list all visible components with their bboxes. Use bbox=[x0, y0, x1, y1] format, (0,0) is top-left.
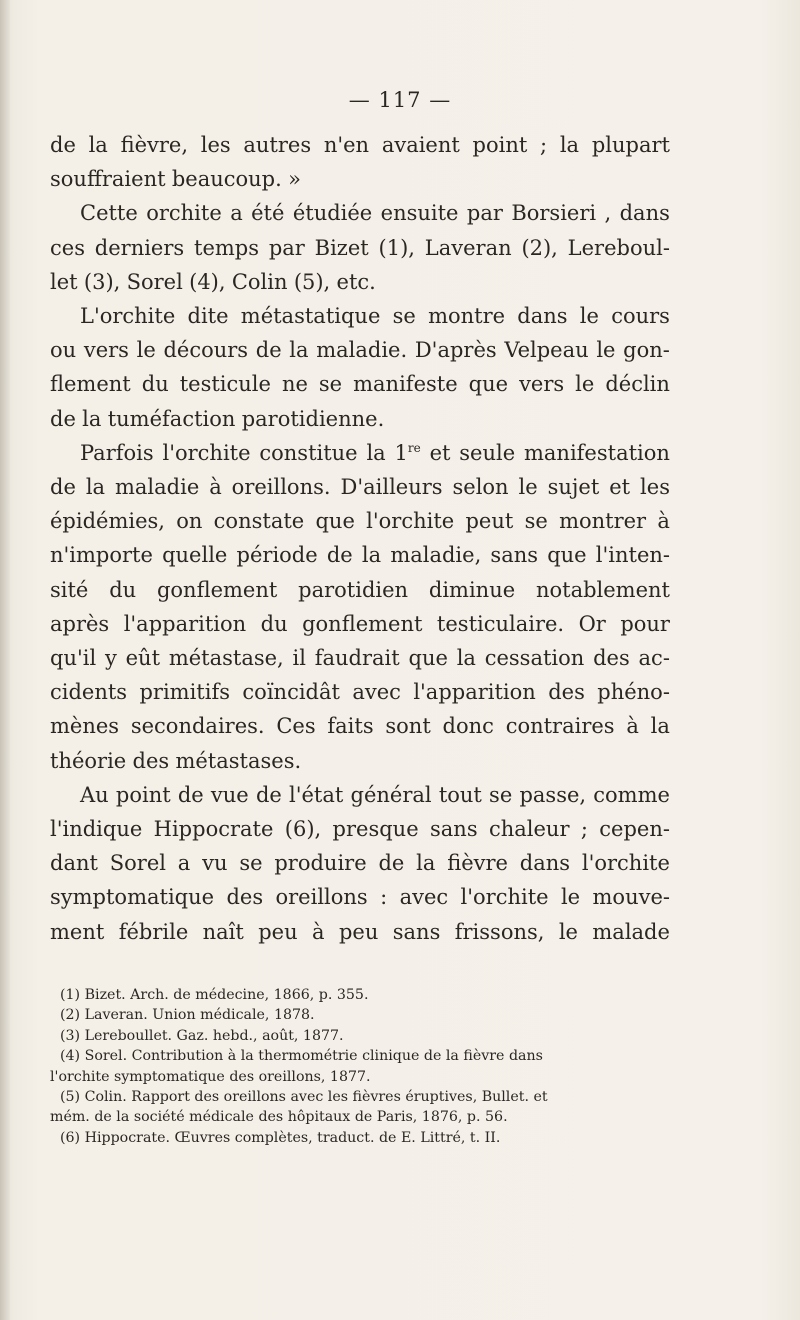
word: de bbox=[255, 782, 282, 807]
word: se bbox=[392, 304, 416, 329]
word: dans bbox=[517, 304, 568, 329]
word: dant bbox=[50, 851, 98, 876]
word: vue bbox=[210, 782, 249, 807]
word: le bbox=[560, 885, 581, 910]
word: Ces bbox=[276, 714, 316, 739]
text-line bbox=[50, 915, 670, 949]
word: donc bbox=[442, 714, 494, 739]
word: la bbox=[416, 851, 436, 876]
text-line bbox=[50, 812, 670, 846]
word: dans bbox=[519, 851, 571, 876]
word: derniers bbox=[94, 235, 185, 260]
footnotes bbox=[50, 985, 672, 1148]
word: tout bbox=[438, 782, 482, 807]
word: malade bbox=[592, 919, 670, 944]
word: général bbox=[350, 782, 432, 807]
word: oreillons bbox=[275, 885, 368, 910]
word: le bbox=[136, 338, 156, 363]
word: (3), bbox=[83, 269, 121, 294]
word: etc. bbox=[336, 269, 376, 294]
word: l'inten- bbox=[595, 543, 670, 568]
word: par bbox=[268, 235, 305, 260]
word: y bbox=[104, 646, 117, 671]
word: après bbox=[50, 611, 110, 636]
word: sans bbox=[392, 919, 441, 944]
word: Lereboul- bbox=[567, 235, 670, 260]
word: beaucoup. bbox=[171, 167, 282, 192]
word: ment bbox=[50, 919, 105, 944]
word: des bbox=[226, 885, 264, 910]
page-number: — 117 — bbox=[348, 88, 452, 112]
word: frissons, bbox=[454, 919, 545, 944]
word: de bbox=[378, 851, 405, 876]
footnote-line: (3) Lereboullet. Gaz. hebd., août, 1877. bbox=[60, 1027, 344, 1044]
word: ; bbox=[540, 133, 548, 157]
word: secondaires. bbox=[130, 714, 265, 739]
word: la bbox=[361, 543, 382, 568]
word: (1), bbox=[378, 235, 415, 260]
word: n'en bbox=[323, 133, 370, 157]
word: let bbox=[50, 269, 78, 294]
word: les bbox=[640, 475, 670, 500]
word: le bbox=[518, 475, 538, 500]
word: (5), bbox=[293, 269, 331, 294]
word: testiculaire. bbox=[436, 611, 565, 636]
word: faudrait bbox=[314, 646, 400, 671]
word: D'ailleurs bbox=[340, 475, 443, 500]
word: été bbox=[251, 201, 285, 226]
word: les bbox=[200, 133, 231, 157]
word: et bbox=[429, 440, 451, 465]
word: de bbox=[50, 475, 76, 500]
word: de bbox=[50, 133, 76, 157]
text-line bbox=[50, 607, 670, 641]
word: a bbox=[177, 851, 191, 876]
word: se bbox=[318, 372, 343, 397]
word: constitue bbox=[259, 440, 358, 465]
word: gonflement bbox=[302, 611, 423, 636]
word: temps bbox=[194, 235, 259, 260]
word: l'indique bbox=[50, 817, 143, 842]
text-line bbox=[50, 162, 670, 196]
word: Sorel bbox=[109, 851, 166, 876]
text-line bbox=[50, 299, 670, 333]
word: dans bbox=[619, 201, 670, 226]
word: mouve- bbox=[592, 885, 670, 910]
word: de bbox=[255, 338, 282, 363]
text-line bbox=[50, 128, 670, 162]
word: du bbox=[109, 577, 137, 602]
text-line bbox=[50, 573, 670, 607]
word: épidémies, bbox=[50, 509, 165, 534]
footnote-line: mém. de la société médicale des hôpitaux de Paris, 1876, p. 56. bbox=[50, 1109, 508, 1126]
word: sité bbox=[50, 577, 89, 602]
word: parotidienne. bbox=[241, 406, 385, 431]
word: (4), bbox=[189, 269, 226, 294]
word: comme bbox=[593, 782, 670, 807]
word: tuméfaction bbox=[107, 406, 236, 431]
word: par bbox=[466, 201, 503, 226]
text-line bbox=[50, 402, 670, 436]
word: que bbox=[315, 509, 355, 534]
word: Cette bbox=[80, 201, 138, 226]
word: que bbox=[408, 646, 448, 671]
footnote-line: l'orchite symptomatique des oreillons, 1877. bbox=[50, 1068, 371, 1085]
word: que bbox=[468, 372, 509, 397]
word: Colin bbox=[231, 269, 288, 294]
text-line bbox=[50, 231, 670, 265]
text-line bbox=[50, 778, 670, 812]
word: à bbox=[657, 509, 670, 534]
word: montrer bbox=[559, 509, 647, 534]
word: symptomatique bbox=[50, 885, 215, 910]
word: la bbox=[366, 440, 386, 465]
word: quelle bbox=[162, 543, 228, 568]
word: ; bbox=[580, 817, 588, 842]
word: gonflement bbox=[156, 577, 278, 602]
word: contraires bbox=[505, 714, 615, 739]
word: chaleur bbox=[488, 817, 570, 842]
word: déclin bbox=[605, 372, 670, 397]
word: naît bbox=[202, 919, 244, 944]
word: période bbox=[236, 543, 318, 568]
word: cidents bbox=[50, 680, 128, 705]
word: ac- bbox=[638, 646, 670, 671]
word: produire bbox=[274, 851, 367, 876]
word: l'apparition bbox=[413, 680, 536, 705]
word: gon- bbox=[623, 338, 670, 363]
word: l'orchite bbox=[366, 509, 455, 534]
word: Laveran bbox=[424, 235, 512, 260]
text-line bbox=[50, 333, 670, 367]
word: vers bbox=[83, 338, 129, 363]
word: ou bbox=[50, 338, 77, 363]
text-line bbox=[50, 265, 670, 299]
word: sont bbox=[385, 714, 431, 739]
word: des bbox=[548, 680, 585, 705]
word: avec bbox=[352, 680, 401, 705]
word: maladie bbox=[115, 475, 200, 500]
word: flement bbox=[50, 372, 131, 397]
word: seule bbox=[459, 440, 516, 465]
word: a bbox=[230, 201, 243, 226]
text-line bbox=[50, 641, 670, 675]
text-line bbox=[50, 744, 670, 778]
word: pour bbox=[620, 611, 670, 636]
text-line bbox=[50, 709, 670, 743]
word: manifeste bbox=[353, 372, 458, 397]
word: notablement bbox=[535, 577, 670, 602]
word: le bbox=[558, 919, 578, 944]
word: de bbox=[50, 406, 76, 431]
word: sans bbox=[430, 817, 478, 842]
word: la bbox=[82, 406, 102, 431]
word: point bbox=[472, 133, 528, 157]
word: peut bbox=[465, 509, 514, 534]
word: à bbox=[626, 714, 639, 739]
word: maladie. bbox=[316, 338, 408, 363]
word: le bbox=[596, 338, 616, 363]
word: le bbox=[575, 372, 595, 397]
word: de bbox=[177, 782, 204, 807]
word: ne bbox=[281, 372, 308, 397]
word: selon bbox=[452, 475, 509, 500]
word: autres bbox=[243, 133, 312, 157]
word: du bbox=[260, 611, 288, 636]
word: » bbox=[288, 167, 301, 192]
word: Velpeau bbox=[504, 338, 589, 363]
word: la bbox=[559, 133, 580, 157]
footnote-line: (5) Colin. Rapport des oreillons avec les fièvres éruptives, Bullet. et bbox=[60, 1089, 548, 1106]
word: Or bbox=[578, 611, 606, 636]
word: se bbox=[489, 782, 513, 807]
text-line bbox=[50, 846, 670, 880]
word: à bbox=[209, 475, 222, 500]
text-line bbox=[50, 880, 670, 914]
word: plupart bbox=[591, 133, 670, 157]
word: à bbox=[312, 919, 325, 944]
word: : bbox=[380, 885, 388, 910]
word: testicule bbox=[179, 372, 271, 397]
word: coïncidât bbox=[242, 680, 340, 705]
word: avaient bbox=[381, 133, 460, 157]
word: diminue bbox=[428, 577, 516, 602]
word: l'apparition bbox=[123, 611, 247, 636]
word: Sorel bbox=[126, 269, 183, 294]
word: métastases. bbox=[175, 748, 302, 773]
word: cepen- bbox=[599, 817, 670, 842]
word: presque bbox=[332, 817, 419, 842]
word: (2), bbox=[521, 235, 558, 260]
word: 1re bbox=[394, 440, 421, 465]
word: il bbox=[292, 646, 306, 671]
word: se bbox=[524, 509, 548, 534]
word: des bbox=[132, 748, 170, 773]
word: la bbox=[85, 475, 106, 500]
word: des bbox=[593, 646, 630, 671]
word: cessation bbox=[484, 646, 585, 671]
text-line bbox=[50, 470, 670, 504]
word: ensuite bbox=[380, 201, 459, 226]
footnote-line: (4) Sorel. Contribution à la thermométrie clinique de la fièvre dans bbox=[60, 1048, 543, 1065]
word: (6), bbox=[284, 817, 322, 842]
word: orchite bbox=[146, 201, 222, 226]
word: la bbox=[650, 714, 670, 739]
word: maladie, bbox=[390, 543, 482, 568]
word: vers bbox=[519, 372, 565, 397]
word: peu bbox=[338, 919, 379, 944]
word: métastatique bbox=[240, 304, 381, 329]
word: passe, bbox=[519, 782, 587, 807]
word: l'orchite bbox=[162, 440, 251, 465]
word: fièvre bbox=[447, 851, 508, 876]
word: et bbox=[609, 475, 631, 500]
word: parotidien bbox=[298, 577, 409, 602]
word: théorie bbox=[50, 748, 127, 773]
text-line bbox=[50, 196, 670, 230]
word: fièvre, bbox=[120, 133, 189, 157]
word: de bbox=[326, 543, 353, 568]
word: constate bbox=[213, 509, 305, 534]
page-gutter-shadow bbox=[0, 0, 10, 1320]
word: l'état bbox=[289, 782, 344, 807]
word: Borsieri bbox=[511, 201, 597, 226]
word: la bbox=[456, 646, 476, 671]
word: cours bbox=[611, 304, 670, 329]
word: eût bbox=[125, 646, 161, 671]
word: qu'il bbox=[50, 646, 97, 671]
word: ces bbox=[50, 235, 85, 260]
word: avec bbox=[399, 885, 449, 910]
word: phéno- bbox=[597, 680, 670, 705]
footnote-line: (6) Hippocrate. Œuvres complètes, traduct. de E. Littré, t. II. bbox=[60, 1129, 501, 1146]
body-text bbox=[50, 128, 670, 949]
word: n'importe bbox=[50, 543, 153, 568]
word: métastase, bbox=[168, 646, 284, 671]
text-line bbox=[50, 504, 670, 538]
word: Parfois bbox=[80, 440, 154, 465]
word: la bbox=[88, 133, 108, 157]
word: manifestation bbox=[523, 440, 670, 465]
word: Hippocrate bbox=[153, 817, 274, 842]
word: l'orchite bbox=[460, 885, 549, 910]
word: dite bbox=[187, 304, 229, 329]
word: oreillons. bbox=[231, 475, 331, 500]
word: décours bbox=[163, 338, 249, 363]
word: point bbox=[115, 782, 171, 807]
word: , bbox=[604, 201, 612, 226]
word: l'orchite bbox=[581, 851, 670, 876]
word: montre bbox=[428, 304, 506, 329]
text-line bbox=[50, 367, 670, 401]
word: se bbox=[239, 851, 263, 876]
text-line bbox=[50, 436, 670, 470]
word: vu bbox=[202, 851, 228, 876]
word: étudiée bbox=[292, 201, 373, 226]
word: mènes bbox=[50, 714, 120, 739]
footnote-line: (2) Laveran. Union médicale, 1878. bbox=[60, 1007, 315, 1024]
footnote-line: (1) Bizet. Arch. de médecine, 1866, p. 355. bbox=[60, 987, 369, 1003]
word: D'après bbox=[414, 338, 497, 363]
word: sans bbox=[490, 543, 539, 568]
word: le bbox=[579, 304, 599, 329]
word: la bbox=[289, 338, 309, 363]
word: primitifs bbox=[139, 680, 231, 705]
text-line bbox=[50, 538, 670, 572]
word: peu bbox=[258, 919, 298, 944]
word: L'orchite bbox=[80, 304, 176, 329]
word: sujet bbox=[547, 475, 600, 500]
word: Au bbox=[80, 782, 109, 807]
word: du bbox=[141, 372, 169, 397]
word: souffraient bbox=[50, 167, 166, 192]
word: on bbox=[176, 509, 203, 534]
word: Bizet bbox=[314, 235, 369, 260]
word: que bbox=[547, 543, 587, 568]
word: fébrile bbox=[118, 919, 189, 944]
word: faits bbox=[327, 714, 374, 739]
text-line bbox=[50, 675, 670, 709]
